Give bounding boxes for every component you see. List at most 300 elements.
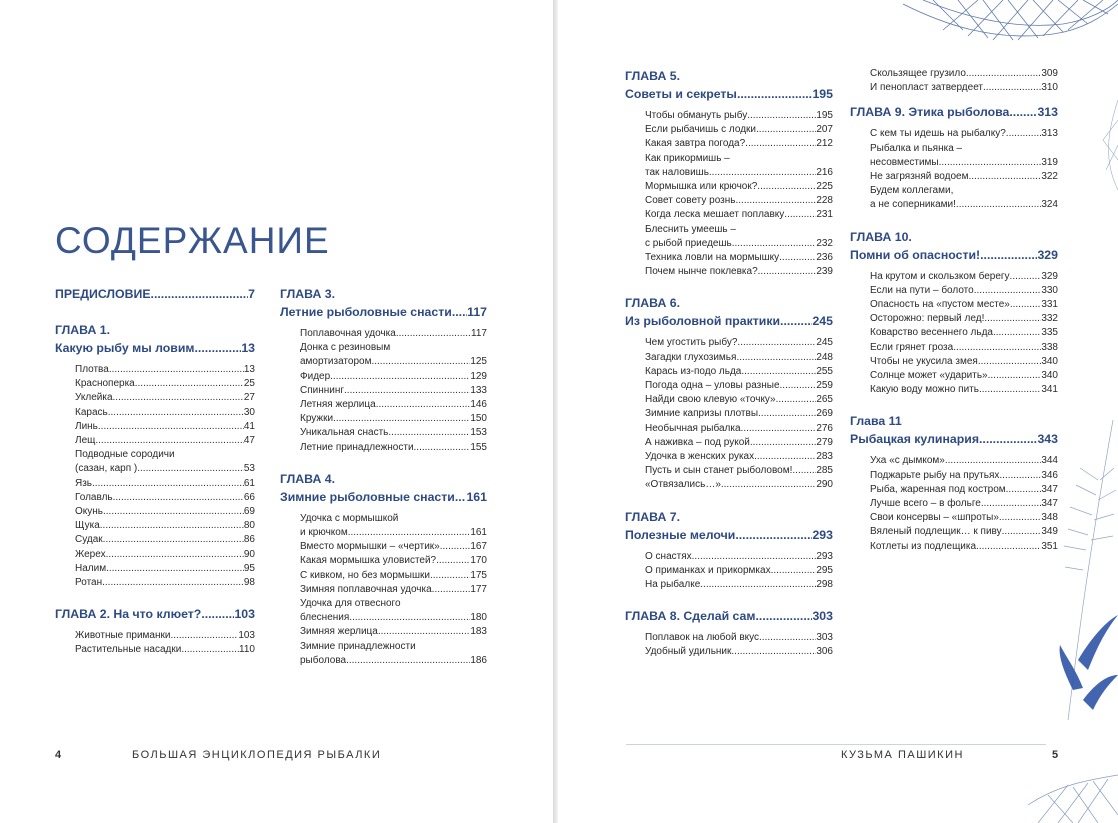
toc-entry[interactable] [75,576,255,590]
chapter-heading[interactable] [280,285,487,321]
page-number: 4 [55,749,62,761]
page-ref: 285 [816,465,833,477]
chapter-heading[interactable] [625,294,833,330]
entry-title: Загадки глухозимья [645,351,737,363]
entry-row [870,355,1058,369]
entry-row [300,654,487,668]
chapter-title: Помни об опасности! [850,247,981,262]
dot-leader [349,611,470,625]
chapter-title-row [850,246,1058,264]
page-ref: 170 [470,555,487,567]
entry-title: Карась [75,406,108,418]
dot-leader [346,654,470,668]
entry-title-line: Зимние принадлежности [300,640,416,652]
toc-entry[interactable] [300,426,487,440]
entry-title: Голавль [75,491,113,503]
entry-title: Линь [75,420,98,432]
toc-entry[interactable] [870,298,1058,312]
chapter-number: ГЛАВА 6. [625,296,680,311]
dot-leader [100,519,244,533]
reed-plant-illustration [1058,420,1118,720]
toc-entry[interactable] [300,341,487,369]
entry-row [645,631,833,645]
dot-leader [780,312,812,330]
dot-leader [978,355,1041,369]
entry-title: рыболова [300,654,347,666]
page-ref: 175 [470,569,487,581]
left-page [0,0,553,823]
entry-row [870,511,1058,525]
chapter-title-row [55,605,255,623]
chapter-title-row [55,339,255,357]
entry-row [300,370,487,384]
chapter-entries [625,109,833,279]
chapter-title: ГЛАВА 8. Сделай сам [625,609,756,624]
chapter-heading[interactable] [625,67,833,103]
toc-entry[interactable] [870,497,1058,511]
chapter-heading[interactable] [625,508,833,544]
toc-entry[interactable] [870,170,1058,184]
page-ref: 248 [816,351,833,363]
toc-entry[interactable] [870,81,1058,95]
dot-leader [106,548,244,562]
toc-entry[interactable] [75,406,255,420]
entry-title: Погода одна – уловы разные [645,380,780,392]
entry-title: Вместо мормышки – «чертик» [300,541,440,553]
entry-row [75,363,255,377]
entry-row [75,643,255,657]
entry-title: Поплавок на любой вкус [645,632,760,644]
entry-title: Растительные насадки [75,644,182,656]
page-ref: 340 [1041,355,1058,367]
entry-title: И пенопласт затвердеет [870,82,984,94]
toc-entry[interactable] [75,548,255,562]
entry-row [75,377,255,391]
dot-leader [137,462,244,476]
entry-title: Жерех [75,548,106,560]
chapter-number: ГЛАВА 5. [625,69,680,83]
page-ref: 279 [816,436,833,448]
fishing-net-illustration [903,0,1118,60]
toc-entry[interactable] [645,407,833,421]
toc-entry[interactable] [75,477,255,491]
entry-row [870,298,1058,312]
toc-entry[interactable] [645,194,833,208]
toc-entry[interactable] [75,505,255,519]
toc-entry[interactable] [870,127,1058,141]
dot-leader [1006,483,1042,497]
entry-title: Летняя жерлица [300,399,376,411]
toc-entry[interactable] [870,184,1058,212]
page-ref: 161 [470,527,487,539]
toc-entry[interactable] [645,223,833,251]
toc-entry[interactable] [870,540,1058,554]
chapter-title: Какую рыбу мы ловим [55,341,195,355]
toc-entry[interactable] [75,377,255,391]
entry-title: Удобный удильник [645,646,732,658]
page-ref: 346 [1041,469,1058,481]
entry-title: и крючком [300,527,348,539]
dot-leader [745,137,816,151]
entry-row [645,251,833,265]
toc-entry[interactable] [75,629,255,643]
entry-row [300,426,487,440]
toc-entry[interactable] [645,265,833,279]
toc-chapter-section [55,321,255,590]
toc-entry[interactable] [300,583,487,597]
toc-entry[interactable] [870,270,1058,284]
dot-leader [135,377,244,391]
page-ref: 27 [243,392,255,404]
toc-entry[interactable] [645,379,833,393]
toc-preface[interactable] [55,285,255,303]
entry-row [645,180,833,194]
toc-entry[interactable] [645,351,833,365]
entry-title: Скользящее грузило [870,68,966,79]
chapter-title-row [625,85,833,103]
toc-chapter-section [280,285,487,455]
page-ref: 341 [1041,384,1058,396]
page-ref: 265 [816,394,833,406]
chapter-entries [280,512,487,668]
toc-entry[interactable] [300,540,487,554]
dot-leader [988,369,1042,383]
toc-entry[interactable] [300,640,487,668]
entry-row [870,540,1058,554]
toc-entry[interactable] [870,383,1058,397]
dot-leader [966,67,1041,81]
toc-entry[interactable] [645,152,833,180]
toc-entry[interactable] [870,525,1058,539]
entry-title: Какую воду можно пить [870,384,979,396]
entry-title: Коварство весеннего льда [870,327,993,339]
toc-entry[interactable] [870,284,1058,298]
page-ref: 225 [816,181,833,193]
page-ref: 245 [816,337,833,349]
toc-entry[interactable] [645,436,833,450]
dot-leader [330,370,470,384]
toc-entry[interactable] [870,469,1058,483]
dot-leader [779,251,816,265]
dot-leader [993,326,1041,340]
page-ref: 41 [243,420,255,432]
entry-title: О приманках и прикормках [645,564,771,576]
entry-title: с рыбой приедешь [645,237,732,249]
chapter-heading[interactable] [280,470,487,506]
toc-entry[interactable] [75,434,255,448]
entry-row [870,312,1058,326]
toc-entry[interactable] [75,533,255,547]
page-ref: 330 [1041,284,1058,296]
page-ref: 146 [470,399,487,411]
chapter-title: Летние рыболовные снасти [280,305,452,319]
chapter-title: Рыбацкая кулинария [850,432,979,447]
page-ref: 117 [471,328,487,339]
page-ref: 290 [816,479,833,491]
page-number: 5 [1052,749,1059,761]
toc-column [850,67,1058,569]
chapter-heading[interactable] [850,228,1058,264]
page-ref: 255 [816,365,833,377]
page-ref: 133 [470,384,487,396]
toc-entry[interactable] [645,251,833,265]
entry-title-line: Как прикормишь – [645,152,730,164]
page-ref: 313 [1041,128,1058,140]
page-ref: 61 [243,477,255,489]
toc-entry[interactable] [300,569,487,583]
dot-leader [1010,298,1041,312]
toc-entry[interactable] [645,450,833,464]
toc-column [280,285,487,683]
toc-entry[interactable] [75,562,255,576]
entry-row [75,434,255,448]
dot-leader [792,464,816,478]
page-footer [1052,749,1058,761]
dot-leader [378,625,471,639]
toc-entry[interactable] [645,422,833,436]
entry-title: Кружки [300,413,334,425]
entry-title: С кивком, но без мормышки [300,569,430,581]
toc-entry[interactable] [300,327,487,341]
entry-row [300,355,487,369]
page-ref: 329 [1041,270,1058,282]
dot-leader [98,420,244,434]
entry-row [870,170,1058,184]
chapter-heading[interactable] [850,412,1058,448]
running-title: БОЛЬШАЯ ЭНЦИКЛОПЕДИЯ РЫБАЛКИ [132,749,382,761]
toc-entry[interactable] [300,597,487,625]
page-ref: 86 [243,534,255,546]
entry-title: Судак [75,534,103,546]
entry-title-line: Удочка с мормышкой [300,512,399,524]
toc-chapter-section [625,607,833,659]
page-title: СОДЕРЖАНИЕ [55,220,330,261]
entry-row [300,398,487,412]
entry-title: Уха «с дымком» [870,455,945,467]
toc-entry[interactable] [645,564,833,578]
toc-entry[interactable] [870,142,1058,170]
toc-entry[interactable] [75,420,255,434]
entry-row [300,526,487,540]
page-ref: 303 [816,632,833,644]
toc-entry[interactable] [645,645,833,659]
page-ref: 347 [1041,498,1058,510]
entry-title: Зимняя поплавочная удочка [300,583,432,595]
page-ref: 340 [1041,370,1058,382]
dot-leader [113,491,244,505]
entry-row [870,341,1058,355]
dot-leader [984,312,1041,326]
chapter-heading[interactable] [850,103,1058,121]
toc-entry[interactable] [75,448,255,476]
toc-entry[interactable] [645,631,833,645]
toc-entry[interactable] [870,511,1058,525]
entry-row [645,393,833,407]
entry-row [300,412,487,426]
page-ref: 283 [816,451,833,463]
toc-entry[interactable] [300,512,487,540]
entry-row [870,383,1058,397]
entry-row [645,645,833,659]
entry-row [645,237,833,251]
dot-leader [999,511,1041,525]
toc-entry[interactable] [870,369,1058,383]
dot-leader [95,434,244,448]
toc-entry[interactable] [75,519,255,533]
page-ref: 207 [816,124,833,136]
dot-leader [741,422,817,436]
entry-title: А наживка – под рукой [645,436,750,448]
dot-leader [388,426,470,440]
chapter-entries [850,270,1058,398]
chapter-heading[interactable] [55,321,255,357]
toc-entry[interactable] [870,312,1058,326]
entry-title: Если грянет гроза [870,341,954,353]
chapter-entries [55,629,255,657]
page-ref: 186 [470,654,487,666]
entry-title: Какая мормышка уловистей? [300,555,437,567]
entry-row [300,540,487,554]
dot-leader [455,488,467,506]
chapter-entries [850,454,1058,553]
page-ref: 303 [812,609,833,624]
toc-entry[interactable] [75,643,255,657]
entry-row [870,270,1058,284]
toc-entry[interactable] [870,355,1058,369]
page-ref: 129 [470,370,487,382]
toc-chapter-section [625,67,833,279]
page-ref: 110 [239,644,255,656]
dot-leader [979,383,1041,397]
toc-entry[interactable] [870,341,1058,355]
entry-title-line: Блеснить умеешь – [645,223,736,235]
dot-leader [750,436,816,450]
page-ref: 98 [243,577,255,589]
chapter-heading[interactable] [625,607,833,625]
entry-title: Зимняя жерлица [300,626,378,638]
page-ref: 309 [1041,68,1058,79]
entry-row [75,548,255,562]
dot-leader [106,562,244,576]
page-ref: 25 [243,378,255,390]
dot-leader [721,478,816,492]
dot-leader [735,194,816,208]
dot-leader [737,85,813,103]
toc-chapter-section [625,294,833,492]
entry-title: Красноперка [75,378,135,390]
entry-title: Найди свою клевую «точку» [645,394,776,406]
right-page [558,0,1118,823]
entry-row [645,336,833,350]
chapter-title: ГЛАВА 9. Этика рыболова [850,105,1010,120]
toc-entry[interactable] [300,370,487,384]
chapter-heading[interactable] [55,605,255,623]
entry-row [870,454,1058,468]
page-ref: 348 [1041,512,1058,524]
toc-entry[interactable] [870,67,1058,81]
dot-leader [780,379,817,393]
toc-entry[interactable] [645,109,833,123]
toc-entry[interactable] [870,326,1058,340]
chapter-title: ГЛАВА 2. На что клюет? [55,607,202,622]
toc-entry[interactable] [645,365,833,379]
page-ref: 332 [1041,313,1058,325]
toc-entry[interactable] [645,478,833,492]
chapter-entries [850,67,1058,95]
dot-leader [756,123,816,137]
dot-leader [981,497,1042,511]
dot-leader [181,643,239,657]
page-ref: 310 [1041,82,1058,94]
toc-entry[interactable] [300,554,487,568]
chapter-title: ПРЕДИСЛОВИЕ [55,287,151,301]
dot-leader [1002,525,1042,539]
toc-entry[interactable] [300,412,487,426]
dot-leader [999,469,1041,483]
dot-leader [758,265,817,279]
page-ref: 228 [816,195,833,207]
toc-entry[interactable] [75,391,255,405]
page-ref: 351 [1041,540,1058,552]
dot-leader [974,284,1042,298]
chapter-title-row [625,607,833,625]
toc-entry[interactable] [645,123,833,137]
entry-row [645,166,833,180]
chapter-number: ГЛАВА 1. [55,323,110,337]
entry-row [75,629,255,643]
toc-entry[interactable] [75,363,255,377]
toc-entry[interactable] [645,464,833,478]
dot-leader [771,564,817,578]
dot-leader [735,526,812,544]
toc-entry[interactable] [300,625,487,639]
dot-leader [201,605,234,623]
toc-entry[interactable] [645,550,833,564]
entry-row [645,137,833,151]
entry-title: Техника ловли на мормышку [645,252,780,264]
toc-entry[interactable] [300,398,487,412]
toc-entry[interactable] [645,393,833,407]
toc-entry[interactable] [645,336,833,350]
page-footer [55,749,61,761]
chapter-number: Глава 11 [850,414,902,429]
toc-entry[interactable] [645,180,833,194]
page-ref: 30 [243,406,255,418]
entry-title: Уклейка [75,392,113,404]
dot-leader [103,505,244,519]
toc-entry[interactable] [870,483,1058,497]
entry-row [645,379,833,393]
entry-row [300,625,487,639]
toc-entry[interactable] [75,491,255,505]
toc-entry[interactable] [645,208,833,222]
toc-entry[interactable] [300,441,487,455]
page-ref: 80 [243,520,255,532]
entry-title: Поджарьте рыбу на прутьях [870,469,1000,481]
toc-entry[interactable] [645,578,833,592]
entry-row [870,67,1058,81]
toc-entry[interactable] [645,137,833,151]
dot-leader [371,355,470,369]
dot-leader [976,540,1041,554]
toc-entry[interactable] [870,454,1058,468]
page-ref: 324 [1041,199,1058,211]
toc-entry[interactable] [300,384,487,398]
page-ref: 95 [243,562,255,574]
page-ref: 331 [1041,299,1058,311]
entry-row [645,109,833,123]
page-ref: 155 [470,441,487,453]
